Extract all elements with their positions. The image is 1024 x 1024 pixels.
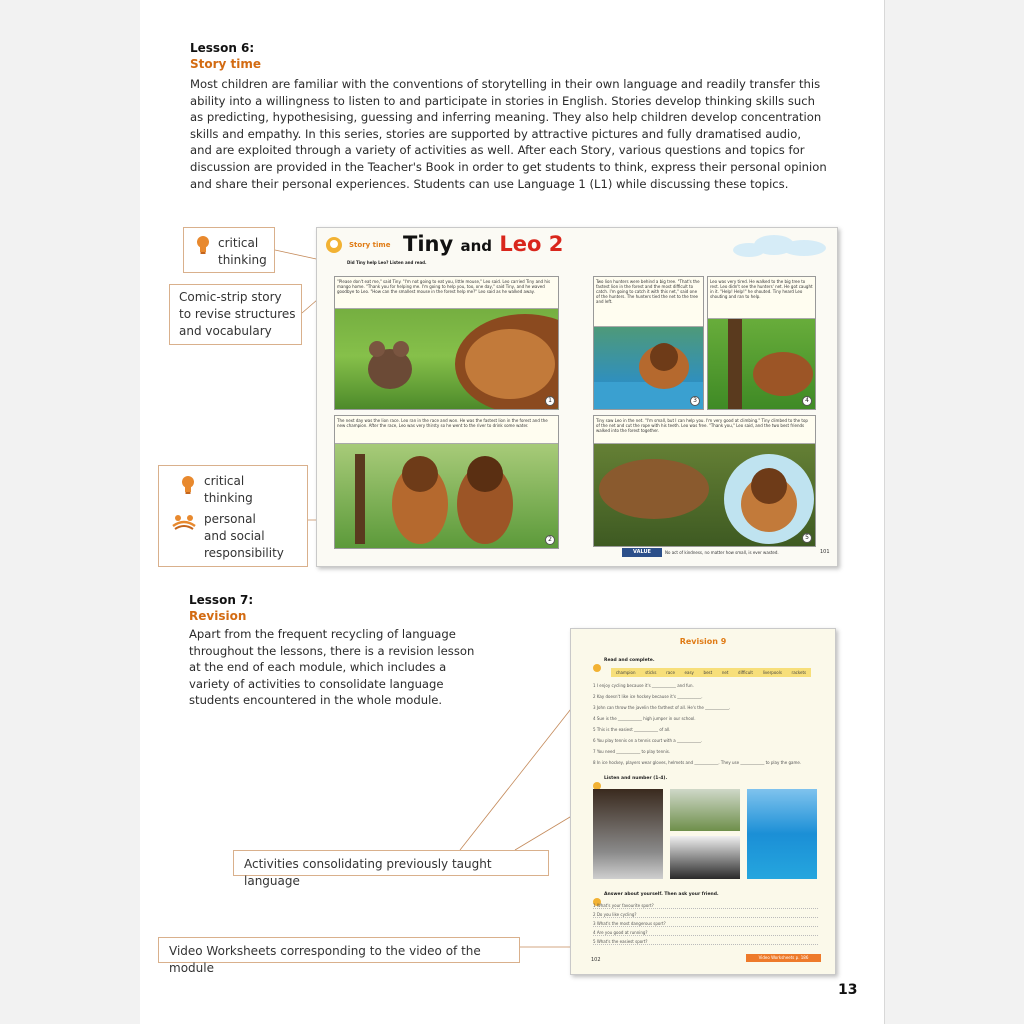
lion-in-net-illustration (708, 319, 815, 409)
word-box-item: easy (684, 670, 694, 675)
word-box-item: best (703, 670, 713, 675)
callout-text: and social (204, 529, 265, 543)
photo-ice-hockey (593, 789, 663, 879)
paragraph-line: ability into a willingness to listen to and participate in stories in English. Stories develop thinking skills such (190, 93, 815, 108)
revision-question: 4 Are you good at running? (593, 930, 818, 936)
callout-text: responsibility (204, 546, 284, 560)
revision-page-thumbnail (570, 628, 836, 975)
lions-celebrating-illustration (335, 444, 558, 548)
revision-sentence: 1 I enjoy cycling because it's ____________ and fun. (593, 683, 694, 688)
revision-sentence: 8 In ice hockey, players wear gloves, helmets and ____________. They use ____________ to play the game. (593, 760, 802, 765)
paragraph-line: and are exploited through a variety of activities as well. After each Story, various questions and topics for (190, 143, 805, 158)
comic-caption-2: Two lion hunters were behind a big tree. "That's the fastest lion in the forest and the most difficult to catch. I'm going to catch it with this net," said one of the hunters. The hunters tied the net to the tree and left. (594, 277, 703, 327)
callout-text: personal (204, 512, 256, 526)
video-worksheets-tag: Video Worksheets p. 186 (746, 954, 821, 962)
story-page-number: 101 (820, 549, 830, 555)
paragraph-line: skills and empathy. In this series, stories are supported by attractive pictures and fully dramatised audio, (190, 126, 802, 141)
mouse-and-lion-illustration (335, 309, 558, 409)
value-label: VALUE (622, 548, 662, 557)
revision-sentence: 3 John can throw the javelin the farthest of all. He's the ____________. (593, 705, 731, 710)
word-box-item: liverpools (762, 670, 782, 675)
callout-text: critical (204, 474, 245, 488)
comic-caption-3: Leo was very tired. He walked to the big tree to rest. Leo didn't see the hunters' net. He got caught in it. "Help! Help!" he shouted. Tiny heard Leo shouting and ran to help. (708, 277, 815, 319)
revision-sentence: 2 Kay doesn't like ice hockey because it's ____________. (593, 694, 703, 699)
word-box-item: race (666, 670, 675, 675)
story-title-b: Leo 2 (499, 232, 564, 256)
panel-number: 5 (802, 533, 812, 543)
revision-sentence: 4 Sue is the ____________ high jumper in our school. (593, 716, 696, 721)
revision-question: 3 What's the most dangerous sport? (593, 921, 818, 927)
paragraph-line: and share their personal experiences. Students can use Language 1 (L1) while discussing these topics. (190, 176, 789, 191)
paragraph-line: discussion are provided in the Teacher's Book in order to get students to think, express their personal opinion (190, 159, 827, 174)
story-title-a: Tiny (403, 232, 454, 256)
story-tag: Story time (349, 241, 391, 249)
word-box-item: net (721, 670, 729, 675)
comic-panel-4 (707, 276, 816, 410)
word-box-item: difficult (738, 670, 753, 675)
comic-panel-2 (334, 415, 559, 549)
panel-number: 3 (690, 396, 700, 406)
paragraph-line: students encountered in the whole module. (189, 693, 443, 708)
word-box-item: champion (615, 670, 636, 675)
callout-text: Comic-strip story (179, 290, 282, 304)
story-page-thumbnail (316, 227, 838, 567)
paragraph-line: variety of activities to consolidate language (189, 676, 444, 691)
photo-judo (670, 836, 740, 879)
panel-number: 4 (802, 396, 812, 406)
comic-caption-4: The next day was the lion race. Leo ran in the race and won. He was the fastest lion in the forest and the new champion. After the race, Leo was very thirsty so he went to the river to drink some water. (335, 416, 558, 444)
comic-panel-5 (593, 415, 816, 547)
panel-number: 2 (545, 535, 555, 545)
comic-caption-5: Tiny saw Leo in the net. "I'm small, but I can help you. I'm very good at climbing." Tiny climbed to the top of the net and cut the rope with his teeth. Leo was free. "Thank you," Leo said, and the two best friends walked into the forest together. (594, 416, 815, 444)
callout-text: thinking (218, 253, 267, 267)
photo-cricket (670, 789, 740, 831)
revision-task3: Answer about yourself. Then ask your friend. (604, 892, 719, 897)
callout-activities: Activities consolidating previously taught language (233, 850, 549, 876)
paragraph-line: as predicting, hypothesising, guessing and inferring meaning. They also help children develop concentration (190, 110, 822, 125)
story-time-icon (325, 236, 343, 258)
paragraph-line: at the end of each module, which includes a (189, 660, 447, 675)
mouse-freeing-lion-illustration (594, 444, 815, 546)
story-title-and: and (460, 237, 493, 255)
lesson7-subheading: Revision (189, 609, 247, 623)
photo-swimming (747, 789, 817, 879)
callout-text: and vocabulary (179, 324, 272, 338)
lion-by-river-illustration (594, 327, 703, 409)
revision-question: 1 What's your favourite sport? (593, 903, 818, 909)
comic-caption-1: "Please don't eat me," said Tiny. "I'm not going to eat you, little mouse," Leo said. Leo carried Tiny and his mango home. "Thank you for helping me. I'm going to help you, too, one day," said Tiny, and he waved goodbye to Leo. "How can the smallest mouse in the forest help me?" Leo said as he walked away. (335, 277, 558, 309)
callout-text: to revise structures (179, 307, 296, 321)
word-box-item: sticks (645, 670, 657, 675)
panel-number: 1 (545, 396, 555, 406)
lesson7-paragraph (189, 626, 489, 709)
callout-text: critical (218, 236, 259, 250)
revision-question: 2 Do you like cycling? (593, 912, 818, 918)
paragraph-line: Most children are familiar with the conventions of storytelling in their own language and readily transfer this (190, 77, 821, 91)
revision-question: 5 What's the easiest sport? (593, 939, 818, 945)
callout-text: thinking (204, 491, 253, 505)
revision-sentence: 7 You need ____________ to play tennis. (593, 749, 671, 754)
callout-video-worksheets: Video Worksheets corresponding to the video of the module (158, 937, 520, 963)
revision-task2: Listen and number (1-4). (604, 776, 668, 781)
revision-sentence: 6 You play tennis on a tennis court with a ____________. (593, 738, 703, 743)
revision-task1: Read and complete. (604, 658, 655, 663)
word-box-item: rackets (791, 670, 807, 675)
story-title (403, 232, 563, 256)
task-icon (593, 657, 601, 676)
word-box (611, 668, 811, 677)
paragraph-line: throughout the lessons, there is a revision lesson (189, 643, 475, 658)
lesson6-heading: Lesson 6: (190, 41, 255, 55)
revision-sentence: 5 This is the easiest ____________ of all. (593, 727, 671, 732)
comic-panel-1 (334, 276, 559, 410)
lesson6-subheading: Story time (190, 57, 262, 71)
comic-panel-3 (593, 276, 704, 410)
story-question: Did Tiny help Leo? Listen and read. (347, 260, 427, 265)
lesson7-heading: Lesson 7: (189, 593, 254, 607)
revision-page-number: 102 (591, 957, 601, 963)
paragraph-line: Apart from the frequent recycling of language (189, 627, 456, 641)
cloud-icon (729, 232, 829, 262)
revision-title: Revision 9 (679, 637, 727, 646)
page-number: 13 (838, 982, 858, 998)
value-text: No act of kindness, no matter how small, is ever wasted. (665, 550, 779, 555)
